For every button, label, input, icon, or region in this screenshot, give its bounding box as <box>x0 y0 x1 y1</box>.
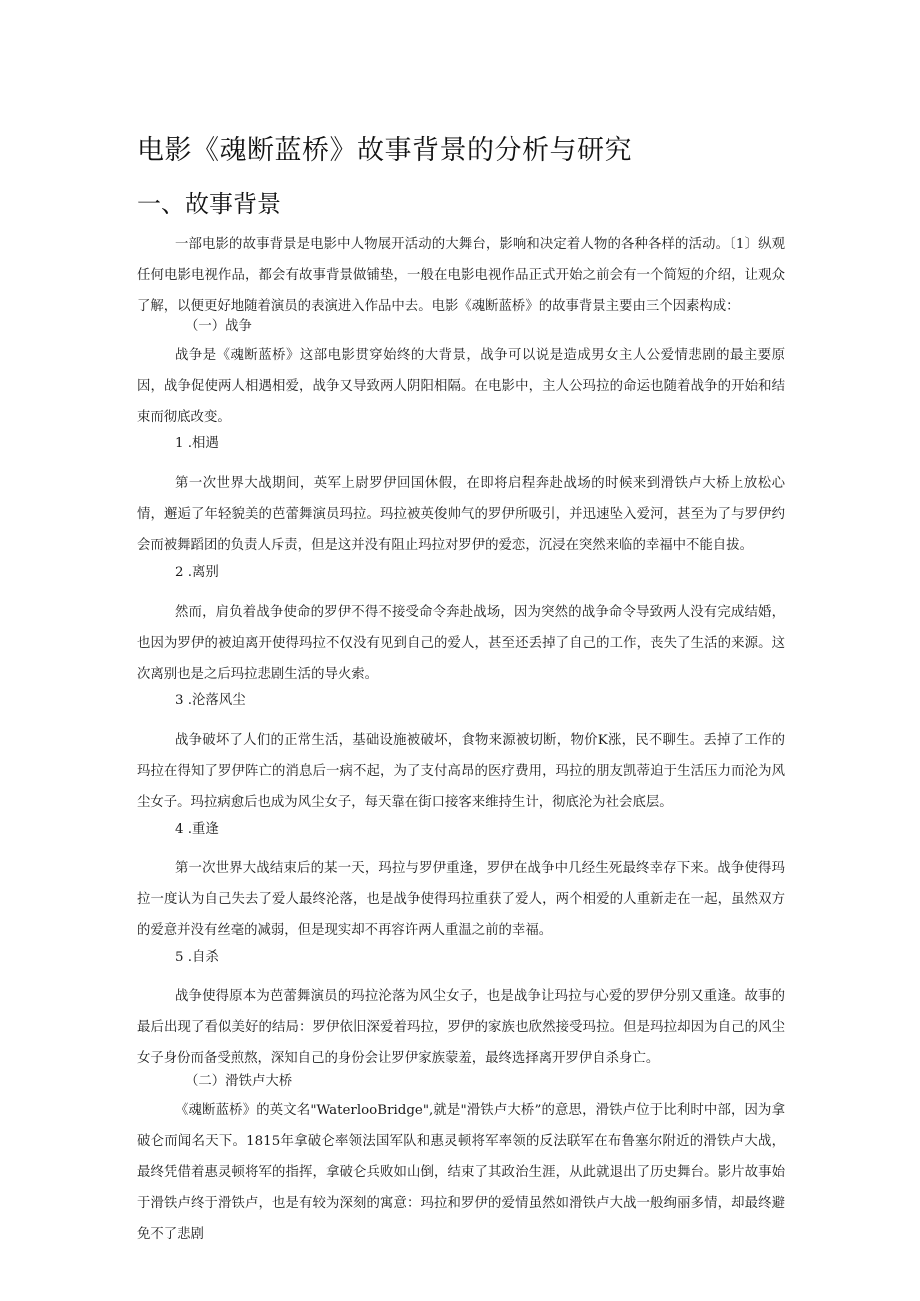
item-heading-3: 3 .沦落风尘 <box>175 693 246 708</box>
war-paragraph: 战争是《魂断蓝桥》这部电影贯穿始终的大背景，战争可以说是造成男女主人公爱情悲剧的最主要原因，战争促使两人相遇相爱，战争又导致两人阴阳相隔。在电影中，主人公玛拉的命运也随着战争的开始和结束而彻底改变。 <box>137 348 785 425</box>
section-heading: 一、故事背景 <box>137 190 281 218</box>
item-paragraph-3: 战争破坏了人们的正常生活，基础设施被破坏，食物来源被切断，物价K涨，民不聊生。丢掉了工作的玛拉在得知了罗伊阵亡的消息后一病不起，为了支付高昂的医疗费用，玛拉的朋友凯蒂迫于生活压力而沦为风尘女子。玛拉病愈后也成为风尘女子，每天靠在街口接客来维持生计，彻底沦为社会底层。 <box>137 733 785 810</box>
page-title: 电影《魂断蓝桥》故事背景的分析与研究 <box>137 135 632 166</box>
item-heading-4: 4 .重逢 <box>175 822 219 837</box>
item-heading-2: 2 .离别 <box>175 565 219 580</box>
subsection-heading-bridge: （二）滑铁卢大桥 <box>185 1074 293 1089</box>
item-paragraph-4: 第一次世界大战结束后的某一天，玛拉与罗伊重逢，罗伊在战争中几经生死最终幸存下来。战争使得玛拉一度认为自己失去了爱人最终沦落，也是战争使得玛拉重获了爱人，两个相爱的人重新走在一起，虽然双方的爱意并没有丝毫的减弱，但是现实却不再容许两人重温之前的幸福。 <box>137 861 785 938</box>
item-heading-5: 5 .自杀 <box>175 950 219 965</box>
item-paragraph-2: 然而，肩负着战争使命的罗伊不得不接受命令奔赴战场，因为突然的战争命令导致两人没有完成结婚，也因为罗伊的被迫离开使得玛拉不仅没有见到自己的爱人，甚至还丢掉了自己的工作，丧失了生活的来源。这次离别也是之后玛拉悲剧生活的导火索。 <box>137 605 785 682</box>
subsection-heading-war: （一）战争 <box>185 319 252 334</box>
item-paragraph-1: 第一次世界大战期间，英军上尉罗伊回国休假，在即将启程奔赴战场的时候来到滑铁卢大桥上放松心情，邂逅了年轻貌美的芭蕾舞演员玛拉。玛拉被英俊帅气的罗伊所吸引，并迅速坠入爱河，甚至为了与罗伊约会而被舞蹈团的负责人斥责，但是这并没有阻止玛拉对罗伊的爱恋，沉浸在突然来临的幸福中不能自拔。 <box>137 476 785 553</box>
intro-paragraph: 一部电影的故事背景是电影中人物展开活动的大舞台，影响和决定着人物的各种各样的活动。〔1〕纵观任何电影电视作品，都会有故事背景做铺垫，一般在电影电视作品正式开始之前会有一个简短的介绍，让观众了解，以便更好地随着演员的表演进入作品中去。电影《魂断蓝桥》的故事背景主要由三个因素构成： <box>137 237 785 314</box>
item-heading-1: 1 .相遇 <box>175 436 219 451</box>
bridge-paragraph: 《魂断蓝桥》的英文名"WaterlooBridge",就是"滑铁卢大桥”的意思，滑铁卢位于比利时中部，因为拿破仑而闻名天下。1815年拿破仑率领法国军队和惠灵顿将军率领的反法联军在布鲁塞尔附近的滑铁卢大战，最终凭借着惠灵顿将军的指挥，拿破仑兵败如山倒，结束了其政治生涯，从此就退出了历史舞台。影片故事始于滑铁卢终于滑铁卢，也是有较为深刻的寓意：玛拉和罗伊的爱情虽然如滑铁卢大战一般绚丽多情，却最终避免不了悲剧 <box>137 1103 785 1242</box>
item-paragraph-5: 战争使得原本为芭蕾舞演员的玛拉沦落为风尘女子，也是战争让玛拉与心爱的罗伊分别又重逢。故事的最后出现了看似美好的结局：罗伊依旧深爱着玛拉，罗伊的家族也欣然接受玛拉。但是玛拉却因为自己的风尘女子身份而备受煎熬，深知自己的身份会让罗伊家族蒙羞，最终选择离开罗伊自杀身亡。 <box>137 989 785 1066</box>
